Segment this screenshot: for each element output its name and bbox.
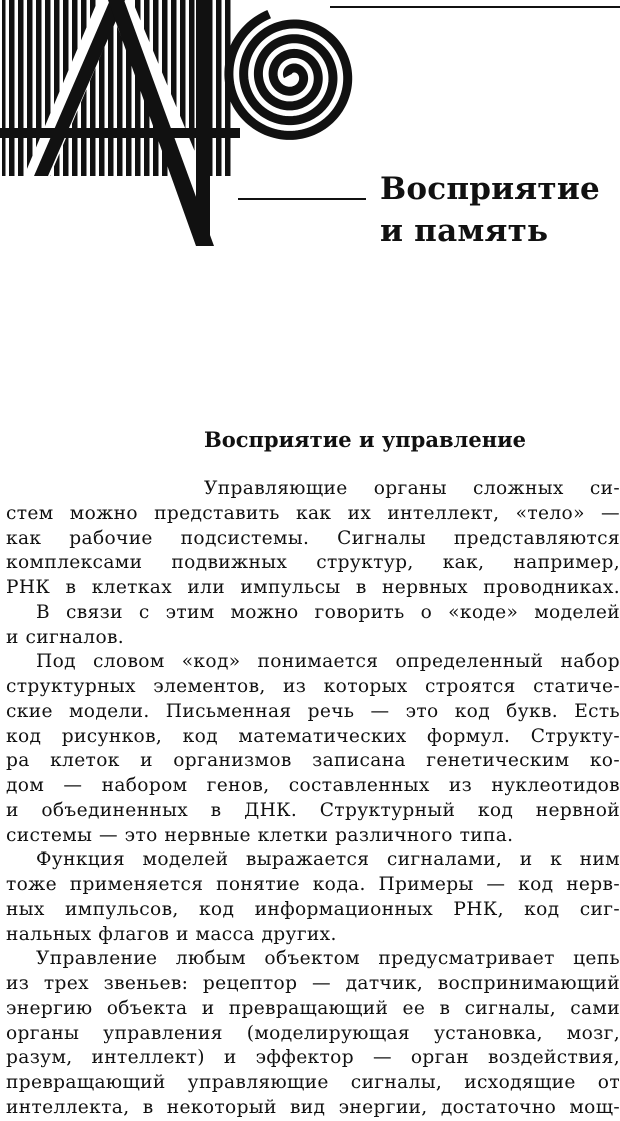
body-line: разум, интеллект) и эффектор — орган воздействия, xyxy=(6,1047,620,1069)
body-line: и сигналов. xyxy=(6,626,125,648)
body-line: из трех звеньев: рецептор — датчик, воспринимающий xyxy=(6,973,620,994)
body-line: комплексами подвижных структур, как, например, xyxy=(6,552,620,574)
body-line: ские модели. Письменная речь — это код букв. Есть xyxy=(6,700,620,722)
body-line: ных импульсов, код информационных РНК, код сиг- xyxy=(6,898,620,920)
body-line: системы — это нервные клетки различного типа. xyxy=(6,824,514,846)
body-line: код рисунков, код математических формул. Структу- xyxy=(6,725,620,747)
chapter-title xyxy=(380,168,620,252)
body-line: РНК в клетках или импульсы в нервных проводниках. xyxy=(6,577,620,598)
body-line: энергию объекта и превращающий ее в сигналы, сами xyxy=(6,997,620,1019)
top-rule xyxy=(330,6,620,8)
body-line: Функция моделей выражается сигналами, и к ним xyxy=(36,849,620,871)
body-line: превращающий управляющие сигналы, исходящие от xyxy=(6,1072,620,1093)
letter-a-spiral-ornament-icon xyxy=(0,0,360,250)
body-line: Под словом «код» понимается определенный набор xyxy=(36,651,620,673)
body-line: и объединенных в ДНК. Структурный код нервной xyxy=(6,799,620,821)
body-line: структурных элементов, из которых строятся статиче- xyxy=(6,676,620,697)
body-line: стем можно представить как их интеллект, «тело» — xyxy=(6,502,620,524)
body-line: ра клеток и организмов записана генетическим ко- xyxy=(6,750,620,772)
chapter-title-line-1: Восприятие xyxy=(380,171,600,207)
body-line: интеллекта, в некоторый вид энергии, достаточно мощ- xyxy=(6,1096,620,1118)
body-line: как рабочие подсистемы. Сигналы представляются xyxy=(6,527,620,549)
title-rule xyxy=(238,198,366,200)
body-line: органы управления (моделирующая установка, мозг, xyxy=(6,1022,620,1044)
body-line: тоже применяется понятие кода. Примеры — код нерв- xyxy=(6,874,620,895)
body-line: Управление любым объектом предусматривает цепь xyxy=(36,948,620,970)
body-line: В связи с этим можно говорить о «коде» моделей xyxy=(36,601,620,623)
body-line: Управляющие органы сложных си- xyxy=(204,478,620,499)
chapter-title-line-2: и память xyxy=(380,213,549,249)
body-line: дом — набором генов, составленных из нуклеотидов xyxy=(6,775,620,796)
body-text xyxy=(6,477,620,1121)
body-line: нальных флагов и масса других. xyxy=(6,923,337,945)
section-heading: Восприятие и управление xyxy=(204,427,527,452)
spiral-icon xyxy=(229,14,348,135)
vertical-bar xyxy=(196,0,210,246)
